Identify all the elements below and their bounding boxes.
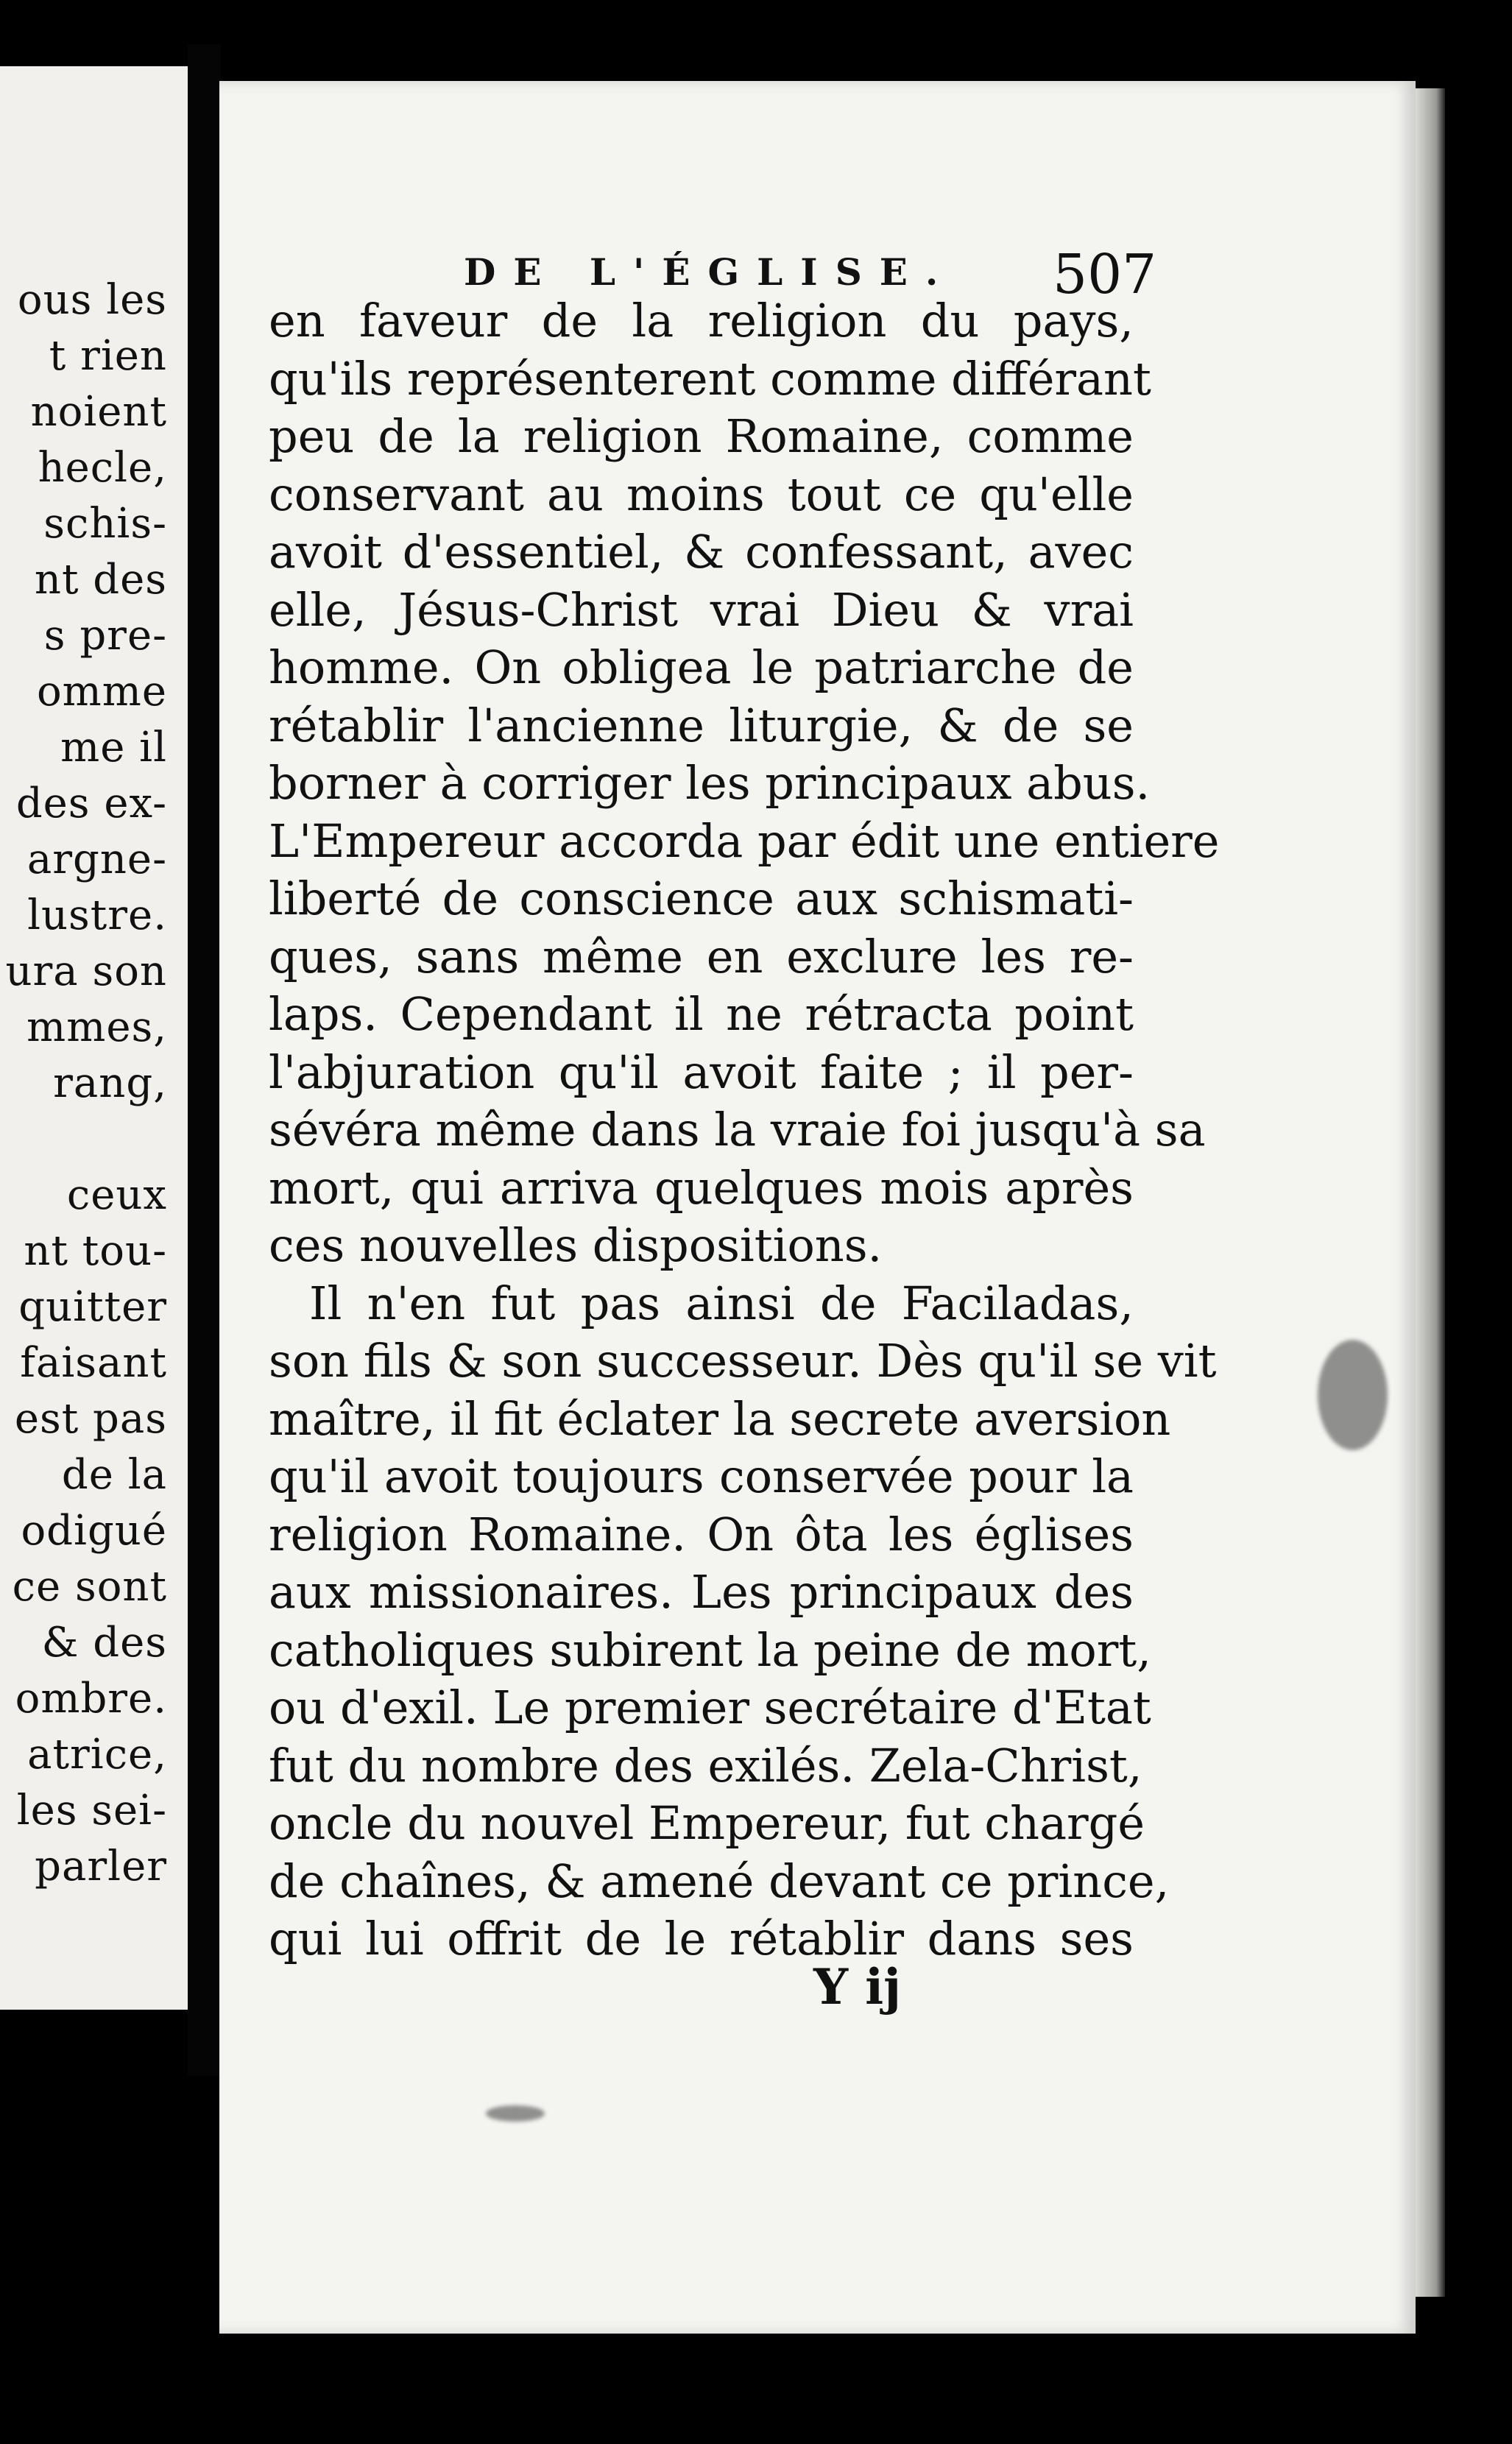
previous-page-line: les sei- bbox=[16, 1787, 167, 1834]
text-line: l'abjuration qu'il avoit faite ; il per- bbox=[269, 1045, 1134, 1099]
text-line: liberté de conscience aux schismati- bbox=[269, 872, 1134, 925]
text-line: ques, sans même en exclure les re- bbox=[269, 929, 1134, 983]
previous-page-line: hecle, bbox=[38, 444, 167, 492]
previous-page-fragment bbox=[0, 66, 188, 2010]
previous-page-line: s pre- bbox=[43, 612, 167, 660]
previous-page-line: odigué bbox=[21, 1507, 167, 1555]
text-line: conservant au moins tout ce qu'elle bbox=[269, 467, 1134, 521]
previous-page-line: lustre. bbox=[27, 891, 167, 939]
previous-page-line: ceux bbox=[66, 1171, 167, 1219]
previous-page-line: argne- bbox=[27, 836, 167, 883]
previous-page-line: me il bbox=[60, 724, 167, 771]
text-line: de chaînes, & amené devant ce prince, bbox=[269, 1854, 1170, 1908]
text-line: son fils & son successeur. Dès qu'il se vit bbox=[269, 1334, 1217, 1388]
text-line: qu'ils représenterent comme différant bbox=[269, 351, 1151, 406]
previous-page-line: ous les bbox=[17, 276, 167, 324]
text-line: ces nouvelles dispositions. bbox=[269, 1218, 883, 1272]
previous-page-line: nt des bbox=[34, 556, 167, 604]
ink-smudge bbox=[1318, 1340, 1388, 1450]
text-line: rétablir l'ancienne liturgie, & de se bbox=[269, 698, 1134, 752]
text-line: L'Empereur accorda par édit une entiere bbox=[269, 813, 1220, 868]
previous-page-line: de la bbox=[61, 1451, 167, 1499]
text-line: Il n'en fut pas ainsi de Faciladas, bbox=[309, 1276, 1134, 1330]
text-line: peu de la religion Romaine, comme bbox=[269, 409, 1134, 463]
page-edge bbox=[1416, 88, 1445, 2297]
text-line: maître, il fit éclater la secrete aversion bbox=[269, 1391, 1171, 1446]
text-line: catholiques subirent la peine de mort, bbox=[269, 1622, 1152, 1677]
text-line: laps. Cependant il ne rétracta point bbox=[269, 987, 1134, 1041]
text-line: religion Romaine. On ôta les églises bbox=[269, 1507, 1134, 1561]
text-line: borner à corriger les principaux abus. bbox=[269, 756, 1151, 810]
previous-page-line: ombre. bbox=[15, 1675, 167, 1723]
previous-page-line: nt tou- bbox=[24, 1227, 167, 1275]
previous-page-line: & des bbox=[41, 1619, 167, 1667]
text-line: ou d'exil. Le premier secrétaire d'Etat bbox=[269, 1681, 1151, 1734]
previous-page-line: rang, bbox=[53, 1059, 167, 1107]
previous-page-line: schis- bbox=[43, 500, 167, 548]
previous-page-line: atrice, bbox=[27, 1731, 167, 1779]
text-line: oncle du nouvel Empereur, fut chargé bbox=[269, 1796, 1145, 1850]
text-line: qui lui offrit de le rétablir dans ses bbox=[269, 1912, 1134, 1966]
text-line: homme. On obligea le patriarche de bbox=[269, 640, 1134, 694]
running-head: DE L'ÉGLISE. bbox=[464, 250, 956, 294]
signature-mark: Y ij bbox=[813, 1958, 902, 2016]
text-line: mort, qui arriva quelques mois après bbox=[269, 1160, 1134, 1215]
ink-smudge bbox=[486, 2105, 545, 2122]
text-line: qu'il avoit toujours conservée pour la bbox=[269, 1449, 1134, 1503]
previous-page-line: faisant bbox=[20, 1339, 167, 1387]
previous-page-line: quitter bbox=[18, 1283, 167, 1331]
previous-page-line: ura son bbox=[5, 947, 167, 995]
previous-page-line: parler bbox=[35, 1843, 167, 1890]
text-line: sévéra même dans la vraie foi jusqu'à sa bbox=[269, 1103, 1206, 1156]
previous-page-line: des ex- bbox=[15, 780, 167, 827]
previous-page-line: mmes, bbox=[27, 1003, 167, 1051]
text-line: fut du nombre des exilés. Zela-Christ, bbox=[269, 1738, 1142, 1793]
previous-page-line: est pas bbox=[14, 1395, 167, 1443]
previous-page-line: t rien bbox=[49, 332, 167, 380]
previous-page-line: noient bbox=[30, 388, 167, 436]
text-line: avoit d'essentiel, & confessant, avec bbox=[269, 525, 1134, 579]
previous-page-line: omme bbox=[36, 668, 167, 716]
text-line: elle, Jésus-Christ vrai Dieu & vrai bbox=[269, 582, 1134, 637]
text-line: en faveur de la religion du pays, bbox=[269, 294, 1134, 347]
text-line: aux missionaires. Les principaux des bbox=[269, 1565, 1134, 1619]
book-gutter bbox=[188, 44, 221, 2076]
page-number: 507 bbox=[1053, 243, 1157, 306]
previous-page-line: ce sont bbox=[12, 1563, 167, 1611]
